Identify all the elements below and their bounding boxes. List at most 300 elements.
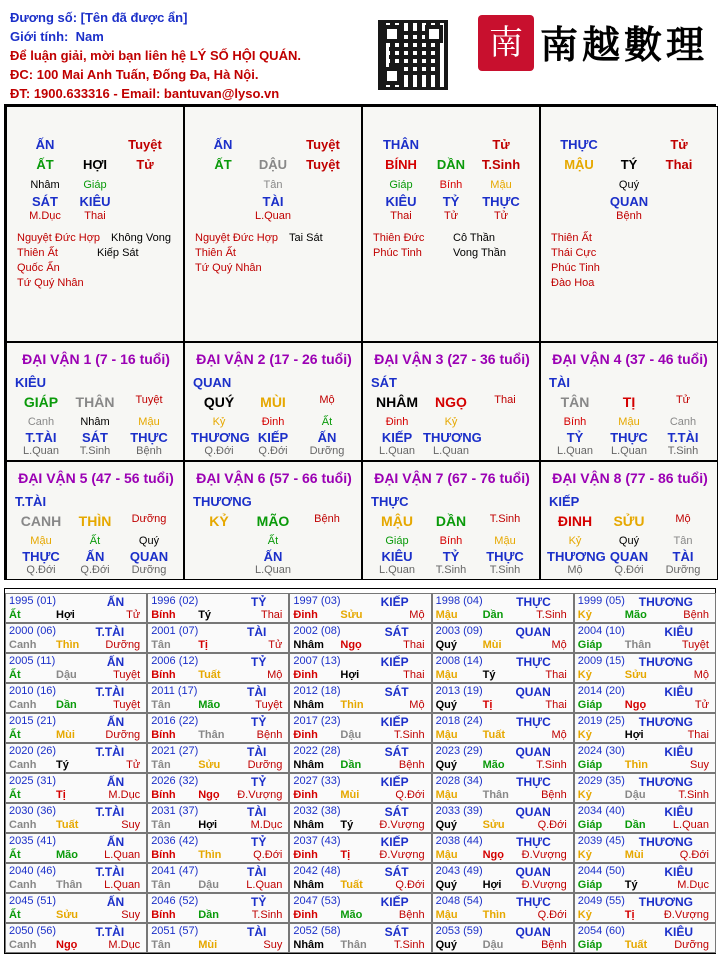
year-chi: Dậu	[56, 669, 77, 681]
year-god: SÁT	[384, 625, 409, 639]
dai-van-god: KIẾP	[549, 494, 580, 509]
hidden-god: KIẾP	[257, 430, 289, 445]
year-cell[interactable]	[432, 683, 574, 713]
year-chi: Mão	[56, 849, 78, 861]
hidden-god: THỰC	[486, 549, 524, 564]
year-cell[interactable]	[432, 893, 574, 923]
year-god: THỰC	[516, 655, 551, 669]
year-can: Đinh	[293, 669, 318, 681]
hidden-stage: L.Quan	[378, 564, 416, 576]
year-stage: L.Quan	[672, 819, 709, 831]
hidden-stem: Kỷ	[568, 535, 582, 547]
year-cell[interactable]	[574, 773, 716, 803]
year-stage: Thai	[545, 699, 567, 711]
hidden-god: KIÊU	[381, 549, 413, 564]
year-cell[interactable]	[432, 653, 574, 683]
year-god: KIẾP	[380, 775, 409, 789]
year-cell[interactable]	[289, 773, 431, 803]
hidden-stem: Giáp	[385, 535, 409, 547]
hidden-stem: Giáp	[83, 179, 107, 191]
year-chi: Mùi	[482, 639, 502, 651]
star-right: Cô Thần	[453, 232, 495, 244]
year-can: Ất	[9, 609, 21, 621]
hidden-stem: Kỷ	[444, 416, 458, 428]
dai-van-8[interactable]	[540, 461, 718, 580]
year-stage: Bệnh	[541, 789, 567, 801]
year-label: 2053 (59)	[435, 925, 483, 937]
year-can: Mậu	[435, 729, 458, 741]
year-stage: M.Dục	[108, 789, 141, 801]
pillar-can: BÍNH	[385, 157, 417, 172]
star-left: Nguyệt Đức Hợp	[195, 232, 279, 244]
hidden-stage: T.Sinh	[79, 445, 111, 457]
year-cell[interactable]	[574, 593, 716, 623]
year-cell[interactable]	[574, 713, 716, 743]
year-label: 2045 (51)	[9, 895, 57, 907]
year-label: 2049 (55)	[577, 895, 625, 907]
year-cell[interactable]	[147, 893, 289, 923]
year-label: 2036 (42)	[151, 835, 199, 847]
year-chi: Dần	[198, 909, 219, 921]
year-cell[interactable]	[5, 803, 147, 833]
year-label: 1998 (04)	[435, 595, 483, 607]
year-can: Bính	[151, 609, 176, 621]
year-cell[interactable]	[574, 923, 716, 953]
year-cell[interactable]	[147, 803, 289, 833]
year-can: Bính	[151, 669, 176, 681]
year-can: Nhâm	[293, 639, 324, 651]
year-cell[interactable]	[289, 713, 431, 743]
dai-van-god: THỰC	[371, 494, 409, 509]
pillar-can: ẤT	[36, 157, 54, 172]
hidden-god: THỰC	[610, 430, 648, 445]
hidden-stem: Mậu	[30, 535, 52, 547]
year-stage: Tử	[126, 759, 141, 771]
star-right: Kiếp Sát	[97, 247, 139, 259]
year-cell[interactable]	[432, 593, 574, 623]
year-label: 2027 (33)	[293, 775, 341, 787]
year-label: 1996 (02)	[151, 595, 199, 607]
year-can: Nhâm	[293, 699, 324, 711]
pillar-4[interactable]	[540, 106, 718, 342]
year-label: 2047 (53)	[293, 895, 341, 907]
year-can: Mậu	[435, 909, 458, 921]
year-stage: Dưỡng	[105, 729, 141, 741]
pillar-2[interactable]	[184, 106, 362, 342]
year-cell[interactable]	[147, 713, 289, 743]
hidden-stem: Quý	[138, 535, 160, 547]
hidden-god: KIẾP	[381, 430, 413, 445]
year-label: 2031 (37)	[151, 805, 199, 817]
year-chi: Ngọ	[198, 789, 220, 801]
year-cell[interactable]	[574, 863, 716, 893]
pillar-god: THỰC	[560, 137, 598, 152]
dai-van-1[interactable]	[6, 342, 184, 461]
year-cell[interactable]	[147, 683, 289, 713]
year-label: 2029 (35)	[577, 775, 625, 787]
year-chi: Tuất	[198, 669, 221, 681]
year-label: 2039 (45)	[577, 835, 625, 847]
year-cell[interactable]	[147, 623, 289, 653]
year-stage: Tuyệt	[113, 669, 141, 681]
year-label: 2038 (44)	[435, 835, 483, 847]
address-line: ĐC: 100 Mai Anh Tuấn, Đống Đa, Hà Nội.	[10, 67, 259, 82]
dai-van-5[interactable]	[6, 461, 184, 580]
year-stage: T.Sinh	[394, 729, 425, 741]
dai-van-god: THƯƠNG	[193, 494, 252, 509]
dai-van-2[interactable]	[184, 342, 362, 461]
pillar-stage: Tử	[670, 137, 688, 152]
hidden-stem: Giáp	[389, 179, 413, 191]
hidden-god: T.TÀI	[25, 430, 57, 445]
year-can: Đinh	[293, 789, 318, 801]
year-god: KIÊU	[664, 625, 693, 639]
dai-van-stage: Mộ	[319, 394, 335, 406]
year-cell[interactable]	[5, 893, 147, 923]
dai-van-can: MẬU	[381, 513, 413, 529]
year-stage: Tử	[694, 699, 709, 711]
dai-van-can: TÂN	[560, 394, 590, 410]
dai-van-chi: MÃO	[256, 513, 290, 529]
year-cell[interactable]	[5, 923, 147, 953]
year-stage: M.Dục	[677, 879, 709, 891]
year-label: 2018 (24)	[435, 715, 483, 727]
dai-van-can: CANH	[20, 513, 62, 529]
year-cell[interactable]	[432, 803, 574, 833]
year-label: 2041 (47)	[151, 865, 199, 877]
year-label: 2043 (49)	[435, 865, 483, 877]
dai-van-god: KIÊU	[15, 375, 47, 390]
year-cell[interactable]	[147, 653, 289, 683]
year-chi: Dần	[340, 759, 362, 771]
year-label: 2002 (08)	[293, 625, 341, 637]
year-stage: Bệnh	[683, 609, 709, 621]
year-label: 1999 (05)	[577, 595, 625, 607]
year-cell[interactable]	[147, 833, 289, 863]
year-cell[interactable]	[147, 863, 289, 893]
year-chi: Hợi	[340, 669, 360, 681]
dai-van-can: NHÂM	[376, 394, 418, 410]
year-stage: Đ.Vượng	[379, 819, 425, 831]
dai-van-chi: NGỌ	[435, 394, 467, 410]
year-stage: L.Quan	[104, 879, 141, 891]
year-chi: Tị	[624, 909, 635, 921]
year-chi: Dần	[56, 699, 77, 711]
year-cell[interactable]	[574, 653, 716, 683]
year-stage: Suy	[690, 759, 709, 771]
hidden-stem: Mậu	[618, 416, 640, 428]
dai-van-6[interactable]	[184, 461, 362, 580]
year-stage: Tuyệt	[255, 699, 283, 711]
year-cell[interactable]	[432, 923, 574, 953]
year-label: 2009 (15)	[577, 655, 625, 667]
year-stage: Tuyệt	[681, 639, 709, 651]
hidden-stage: L.Quan	[254, 210, 292, 222]
year-stage: Mộ	[409, 609, 425, 621]
hidden-stem: Nhâm	[30, 179, 60, 191]
hidden-stem: Canh	[669, 416, 697, 428]
year-chi: Sửu	[482, 819, 505, 831]
year-cell[interactable]	[5, 653, 147, 683]
year-label: 1997 (03)	[293, 595, 341, 607]
year-god: TÀI	[247, 925, 267, 939]
year-stage: Mộ	[551, 639, 567, 651]
year-cell[interactable]	[574, 833, 716, 863]
hidden-stem: Nhâm	[80, 416, 110, 428]
pillar-3[interactable]	[362, 106, 540, 342]
dai-van-3[interactable]	[362, 342, 540, 461]
year-can: Tân	[151, 939, 171, 951]
year-cell[interactable]	[5, 833, 147, 863]
year-can: Kỷ	[577, 729, 592, 741]
year-stage: Mộ	[267, 669, 283, 681]
year-god: T.TÀI	[95, 685, 125, 699]
year-cell[interactable]	[5, 683, 147, 713]
year-cell[interactable]	[574, 893, 716, 923]
year-cell[interactable]	[289, 593, 431, 623]
hidden-stage: L.Quan	[378, 445, 416, 457]
star-left: Thiên Ất	[195, 247, 236, 259]
year-can: Mậu	[435, 789, 458, 801]
year-can: Giáp	[577, 759, 603, 771]
year-label: 2046 (52)	[151, 895, 199, 907]
year-chi: Tý	[340, 819, 354, 831]
hidden-stage: Bệnh	[616, 210, 642, 222]
year-label: 2000 (06)	[9, 625, 57, 637]
hidden-stem: Đinh	[385, 416, 409, 428]
dai-van-god: QUAN	[193, 375, 232, 390]
dai-van-stage: Mộ	[675, 513, 691, 525]
year-cell[interactable]	[147, 773, 289, 803]
year-god: SÁT	[384, 745, 409, 759]
year-label: 2042 (48)	[293, 865, 341, 877]
hidden-stage: Q.Đới	[80, 564, 110, 576]
dai-van-stage: Bệnh	[314, 513, 340, 525]
year-god: QUAN	[515, 865, 551, 879]
year-label: 2006 (12)	[151, 655, 199, 667]
brand-title: 南越數理	[540, 22, 709, 67]
year-chi: Tý	[198, 609, 212, 621]
hidden-stage: Dưỡng	[665, 564, 701, 576]
year-stage: Đ.Vượng	[237, 789, 283, 801]
year-label: 2020 (26)	[9, 745, 57, 757]
hidden-stem: Ất	[267, 535, 279, 547]
year-stage: T.Sinh	[678, 789, 709, 801]
year-stage: Đ.Vượng	[521, 849, 567, 861]
year-label: 2017 (23)	[293, 715, 341, 727]
hidden-stem: Quý	[618, 535, 640, 547]
year-cell[interactable]	[5, 743, 147, 773]
year-stage: Đ.Vượng	[379, 849, 425, 861]
year-cell[interactable]	[5, 623, 147, 653]
year-stage: Q.Đới	[253, 849, 283, 861]
year-cell[interactable]	[289, 893, 431, 923]
year-cell[interactable]	[574, 683, 716, 713]
pillar-chi-stage: Tuyệt	[306, 157, 340, 172]
year-label: 2035 (41)	[9, 835, 57, 847]
year-cell[interactable]	[147, 923, 289, 953]
year-can: Ất	[9, 789, 21, 801]
year-cell[interactable]	[289, 623, 431, 653]
year-stage: Q.Đới	[537, 819, 567, 831]
star-left: Thái Cực	[551, 247, 597, 259]
hidden-god: KIÊU	[385, 194, 417, 209]
year-can: Canh	[9, 759, 37, 771]
year-chi: Mão	[198, 699, 221, 711]
year-god: TỶ	[251, 895, 267, 909]
year-god: TÀI	[247, 745, 267, 759]
year-label: 2007 (13)	[293, 655, 341, 667]
year-chi: Dậu	[340, 729, 362, 741]
year-cell[interactable]	[432, 743, 574, 773]
hidden-god: QUAN	[609, 194, 649, 209]
year-cell[interactable]	[289, 923, 431, 953]
year-chi: Thân	[482, 789, 509, 801]
pillar-chi-stage: Thai	[665, 157, 693, 172]
pillar-chi: TÝ	[620, 157, 638, 172]
year-god: KIẾP	[380, 895, 409, 909]
hidden-stage: L.Quan	[556, 445, 594, 457]
year-chi: Sửu	[56, 909, 79, 921]
dai-van-4[interactable]	[540, 342, 718, 461]
owner-name: Đương số: [Tên đã được ẩn]	[10, 10, 188, 25]
year-label: 2050 (56)	[9, 925, 57, 937]
dai-van-title: ĐẠI VẬN 7 (67 - 76 tuổi)	[374, 470, 530, 486]
year-chi: Dậu	[624, 789, 646, 801]
year-label: 2021 (27)	[151, 745, 199, 757]
year-god: TỶ	[251, 835, 267, 849]
year-label: 2019 (25)	[577, 715, 625, 727]
year-can: Quý	[435, 639, 457, 651]
qr-code-icon[interactable]	[378, 20, 448, 90]
year-chi: Tuất	[56, 819, 79, 831]
hidden-stage: Dưỡng	[309, 445, 345, 457]
dai-van-chi: SỬU	[613, 513, 645, 529]
pillar-chi-stage: T.Sinh	[481, 157, 521, 172]
year-stage: Tử	[126, 609, 141, 621]
year-can: Nhâm	[293, 879, 324, 891]
year-cell[interactable]	[147, 593, 289, 623]
seal-logo: 南	[478, 15, 534, 71]
year-cell[interactable]	[289, 653, 431, 683]
year-cell[interactable]	[289, 833, 431, 863]
year-cell[interactable]	[432, 863, 574, 893]
year-label: 2010 (16)	[9, 685, 57, 697]
year-chi: Thân	[56, 879, 83, 891]
year-cell[interactable]	[574, 803, 716, 833]
dai-van-stage: Dưỡng	[131, 513, 167, 525]
hidden-stem: Tân	[263, 179, 283, 191]
year-cell[interactable]	[5, 863, 147, 893]
year-god: TỶ	[251, 775, 267, 789]
year-god: T.TÀI	[95, 745, 125, 759]
year-chi: Ngọ	[624, 699, 647, 711]
year-stage: T.Sinh	[536, 609, 567, 621]
pillar-god: ẤN	[35, 137, 55, 152]
year-label: 2023 (29)	[435, 745, 483, 757]
year-cell[interactable]	[289, 863, 431, 893]
header-info	[10, 8, 301, 103]
year-can: Canh	[9, 879, 37, 891]
dai-van-stage: Thai	[494, 394, 516, 406]
year-cell[interactable]	[432, 713, 574, 743]
year-chi: Hợi	[198, 819, 218, 831]
dai-van-chi: THÌN	[78, 513, 112, 529]
year-cell[interactable]	[147, 743, 289, 773]
dai-van-can: KỶ	[209, 513, 229, 529]
year-cell[interactable]	[574, 743, 716, 773]
year-cell[interactable]	[432, 773, 574, 803]
year-chi: Hợi	[624, 729, 644, 741]
hidden-stage: L.Quan	[22, 445, 60, 457]
year-cell[interactable]	[5, 593, 147, 623]
year-can: Mậu	[435, 669, 458, 681]
year-can: Mậu	[435, 609, 458, 621]
year-cell[interactable]	[289, 743, 431, 773]
dai-van-title: ĐẠI VẬN 4 (37 - 46 tuổi)	[552, 351, 708, 367]
year-cell[interactable]	[289, 683, 431, 713]
dai-van-7[interactable]	[362, 461, 540, 580]
year-stage: T.Sinh	[251, 909, 283, 921]
year-cell[interactable]	[5, 773, 147, 803]
year-cell[interactable]	[574, 623, 716, 653]
year-chi: Tuất	[482, 729, 505, 741]
year-cell[interactable]	[5, 713, 147, 743]
year-can: Ất	[9, 669, 21, 681]
year-stage: Đ.Vượng	[521, 879, 567, 891]
year-stage: Q.Đới	[537, 909, 567, 921]
year-label: 2028 (34)	[435, 775, 483, 787]
year-cell[interactable]	[432, 623, 574, 653]
year-label: 2008 (14)	[435, 655, 483, 667]
year-god: QUAN	[515, 745, 551, 759]
year-stage: L.Quan	[246, 879, 283, 891]
gender-line: Giới tính: Nam	[10, 29, 104, 44]
dai-van-title: ĐẠI VẬN 5 (47 - 56 tuổi)	[18, 470, 174, 486]
year-chi: Tý	[56, 759, 69, 771]
year-chi: Hợi	[482, 879, 502, 891]
year-can: Canh	[9, 639, 37, 651]
dai-van-title: ĐẠI VẬN 6 (57 - 66 tuổi)	[196, 470, 352, 486]
hidden-stage: Thai	[84, 210, 106, 222]
year-label: 2012 (18)	[293, 685, 341, 697]
year-stage: Dưỡng	[674, 939, 709, 951]
year-can: Kỷ	[577, 909, 592, 921]
pillar-can: MẬU	[564, 157, 594, 172]
year-can: Kỷ	[577, 669, 592, 681]
pillar-can: ẤT	[214, 157, 232, 172]
year-god: T.TÀI	[95, 925, 125, 939]
year-chi: Dần	[624, 819, 646, 831]
year-god: THƯƠNG	[638, 775, 693, 789]
pillar-stage: Tuyệt	[128, 137, 162, 152]
year-stage: Q.Đới	[395, 879, 425, 891]
year-god: QUAN	[515, 685, 551, 699]
hidden-stem: Mậu	[138, 416, 160, 428]
year-chi: Ngọ	[482, 849, 504, 861]
year-cell[interactable]	[432, 833, 574, 863]
dai-van-stage: Tuyệt	[135, 394, 163, 406]
year-chi: Tuất	[340, 879, 363, 891]
pillar-1[interactable]	[6, 106, 184, 342]
contact-invite: Để luận giải, mời bạn liên hệ LÝ SỐ HỘI QUÁN.	[10, 48, 301, 63]
dai-van-chi: TỊ	[622, 394, 636, 410]
hidden-stage: Q.Đới	[614, 564, 644, 576]
year-label: 2022 (28)	[293, 745, 341, 757]
year-stage: Suy	[121, 909, 141, 921]
year-cell[interactable]	[289, 803, 431, 833]
year-stage: Mộ	[693, 669, 709, 681]
